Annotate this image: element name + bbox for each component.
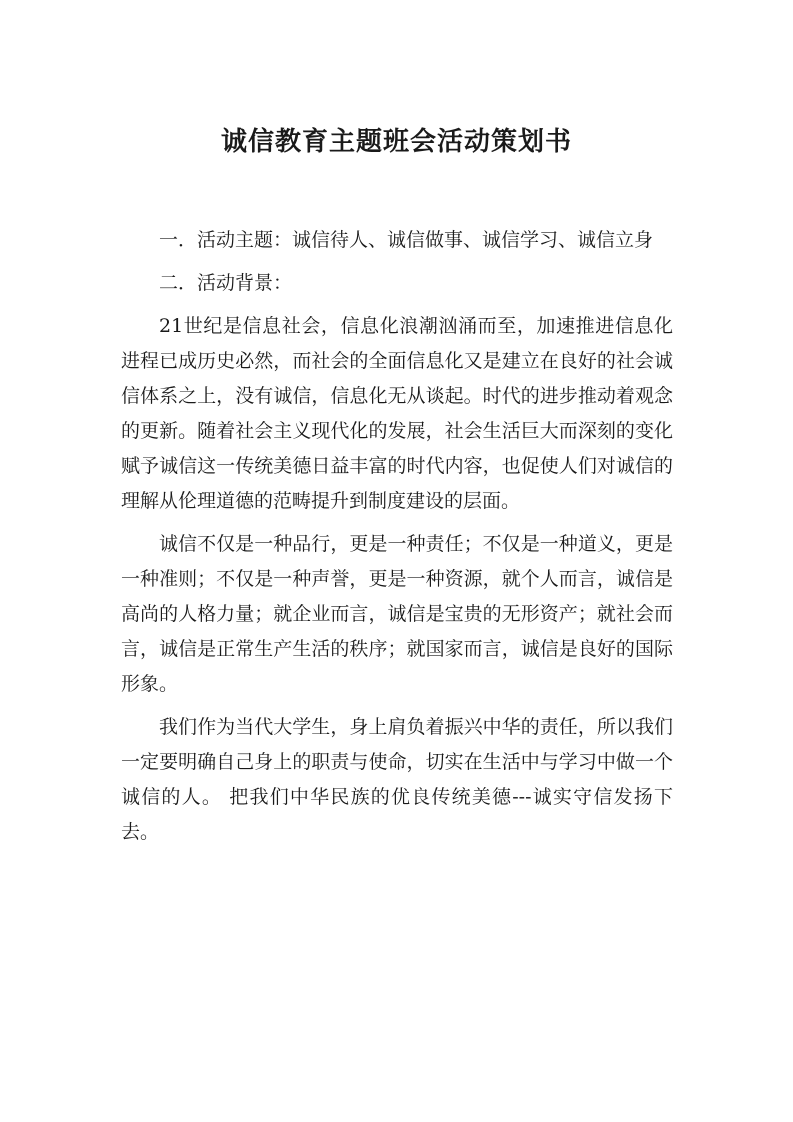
document-body xyxy=(121,223,673,858)
document-title: 诚信教育主题班会活动策划书 xyxy=(220,127,572,157)
paragraph-activity-theme: 一．活动主题：诚信待人、诚信做事、诚信学习、诚信立身 xyxy=(159,229,654,251)
paragraph-student-responsibility: 我们作为当代大学生，身上肩负着振兴中华的责任，所以我们一定要明确自己身上的职责与使命，切实在生活中与学习中做一个诚信的人。 把我们中华民族的优良传统美德---诚实守信发扬下去。 xyxy=(121,716,673,843)
paragraph-information-society: 21世纪是信息社会，信息化浪潮汹涌而至，加速推进信息化进程已成历史必然，而社会的全面信息化又是建立在良好的社会诚信体系之上，没有诚信，信息化无从谈起。时代的进步推动着观念的更新。随着社会主义现代化的发展，社会生活巨大而深刻的变化赋予诚信这一传统美德日益丰富的时代内容，也促使人们对诚信的理解从伦理道德的范畴提升到制度建设的层面。 xyxy=(121,315,673,512)
paragraph-integrity-meaning: 诚信不仅是一种品行，更是一种责任；不仅是一种道义，更是一种准则；不仅是一种声誉，更是一种资源，就个人而言，诚信是高尚的人格力量；就企业而言，诚信是宝贵的无形资产；就社会而言，诚信是正常生产生活的秩序；就国家而言，诚信是良好的国际形象。 xyxy=(121,533,673,695)
paragraph-background-heading: 二．活动背景： xyxy=(159,272,293,294)
